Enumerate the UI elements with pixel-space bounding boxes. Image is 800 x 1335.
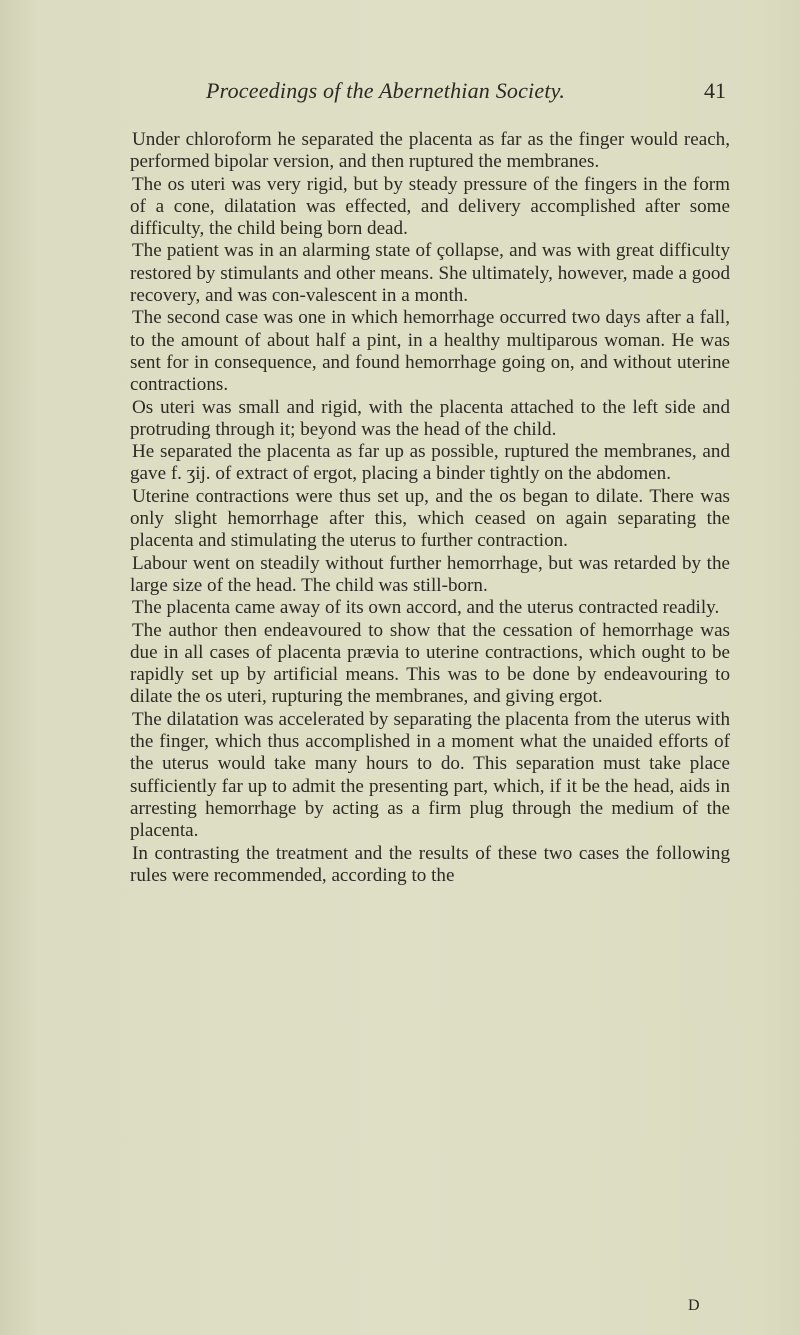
running-title: Proceedings of the Abernethian Society. (206, 78, 566, 103)
body-text (130, 129, 730, 887)
paragraph: The os uteri was very rigid, but by steady pressure of the fingers in the form of a cone, dilatation was effected, and delivery accomplished after some difficulty, the child being born dead. (130, 173, 730, 240)
paragraph: The author then endeavoured to show that the cessation of hemorrhage was due in all cases of placenta prævia to uterine contractions, which ought to be rapidly set up by artificial means. This was to be done by endeavouring to dilate the os uteri, rupturing the membranes, and giving ergot. (130, 619, 730, 708)
paragraph: Os uteri was small and rigid, with the placenta attached to the left side and protruding through it; beyond was the head of the child. (130, 396, 730, 440)
page-number: 41 (704, 78, 726, 103)
paragraph: The patient was in an alarming state of çollapse, and was with great difficulty restored by stimulants and other means. She ultimately, however, made a good recovery, and was con-valescent in a month. (130, 240, 730, 307)
paragraph: Labour went on steadily without further hemorrhage, but was retarded by the large size of the head. The child was still-born. (130, 552, 730, 596)
paragraph: In contrasting the treatment and the results of these two cases the following rules were recommended, according to the (130, 842, 730, 886)
paragraph: Under chloroform he separated the placenta as far as the finger would reach, performed bipolar version, and then ruptured the membranes. (130, 129, 730, 173)
running-header (0, 78, 800, 112)
paragraph: The second case was one in which hemorrhage occurred two days after a fall, to the amount of about half a pint, in a healthy multiparous woman. He was sent for in consequence, and found hemorrhage going on, and without uterine contractions. (130, 307, 730, 396)
paragraph: Uterine contractions were thus set up, and the os began to dilate. There was only slight hemorrhage after this, which ceased on again separating the placenta and stimulating the uterus to further contraction. (130, 485, 730, 552)
paragraph: He separated the placenta as far up as possible, ruptured the membranes, and gave f. ʒij. of extract of ergot, placing a binder tightly on the abdomen. (130, 441, 730, 485)
signature-mark: D (688, 1297, 700, 1314)
paragraph: The placenta came away of its own accord, and the uterus contracted readily. (132, 597, 720, 619)
paragraph: The dilatation was accelerated by separating the placenta from the uterus with the finger, which thus accomplished in a moment what the unaided efforts of the uterus would take many hours to do. This separation must take place sufficiently far up to admit the presenting part, which, if it be the head, aids in arresting hemorrhage by acting as a firm plug through the medium of the placenta. (130, 708, 730, 842)
